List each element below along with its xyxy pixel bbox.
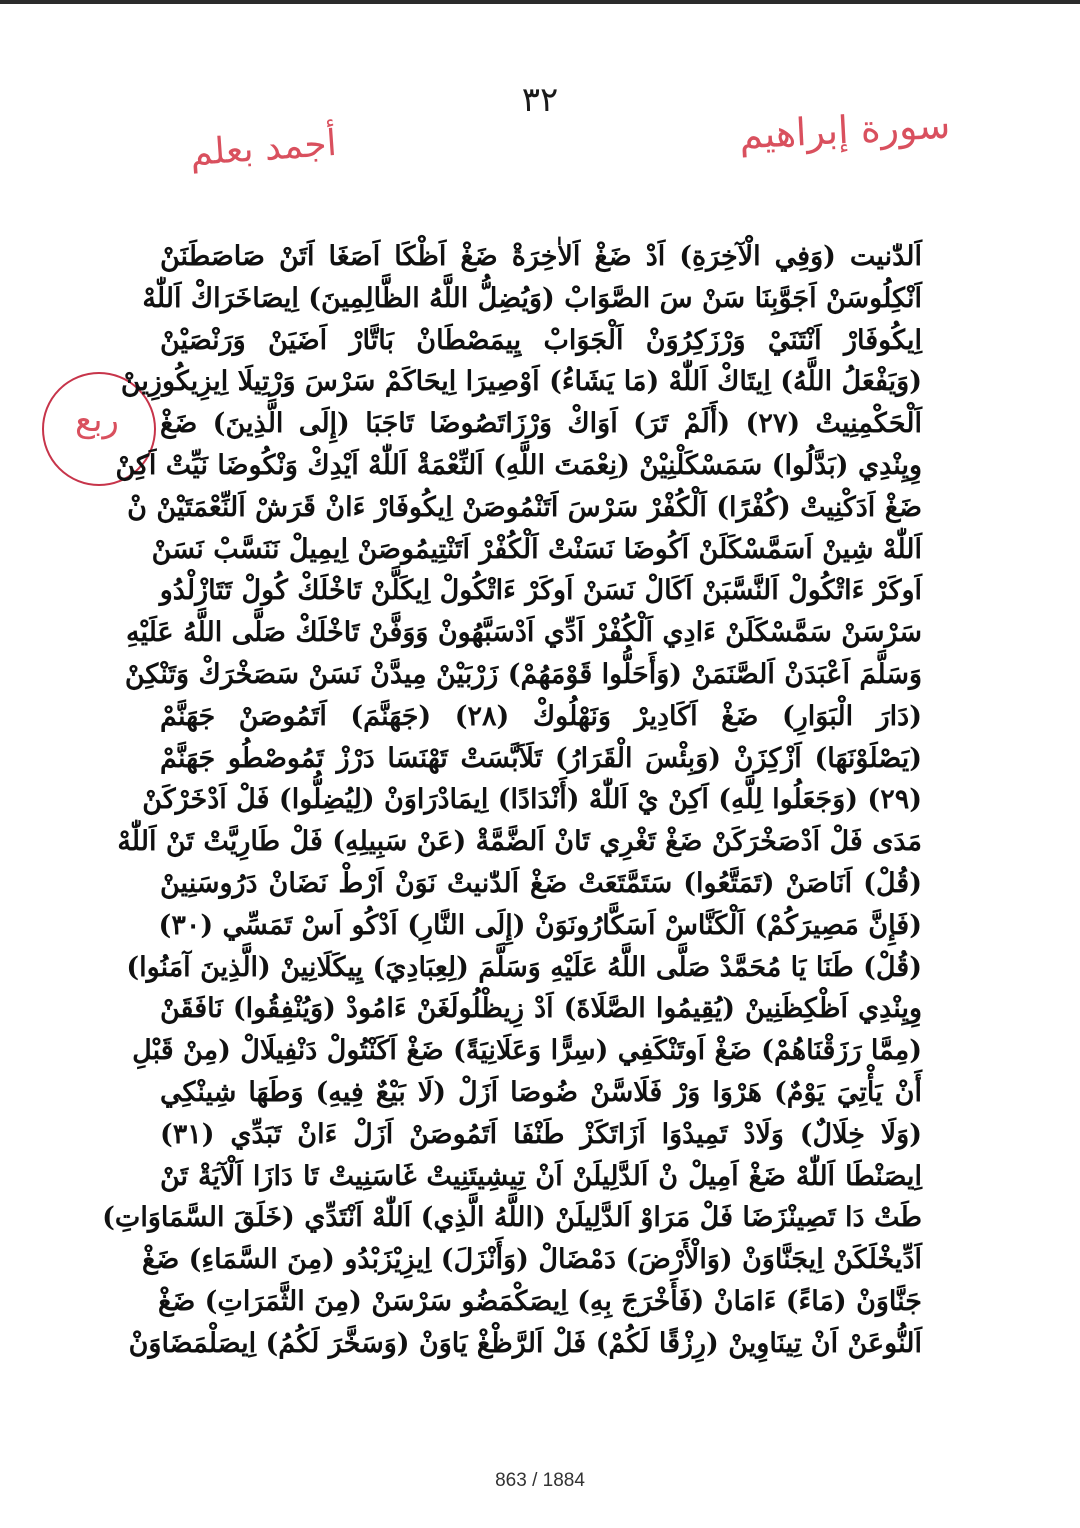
text-line: وِيِنْدِي اَظْكِظَنِينْ (يُقِيمُوا الصَّلَاةَ) اَدْ زِيظْلُولَغَنْ ءَامُودْ (وَيُنْفِقُوا) نَافَقَنْ: [160, 993, 922, 1025]
text-line: اَدِّيخْلَكَنْ اِيجَنَّاوَنْ (وَالْأَرْضَ) دَمْضَالْ (وَأَنْزَلَ) اِيزِيْزَبْدُو (مِنَ السَّمَاءِ) ضَغْ: [141, 1244, 922, 1276]
text-line: اَنْكِلُوسَنْ اَجَوَّبِنَا سَنْ سَ الصَّوَابْ (وَيُضِلُّ اللَّهُ الظَّالِمِينَ) اِيصَاخَرَاكْ اَللّٰهْ: [142, 282, 922, 314]
text-line: اَوكَرْ ءَاتْكُولْ اَلنَّسَّبَنْ اَكَالْ نَسَنْ اَوكَرْ ءَاتْكُولْ اِيكَلَّنْ تَاخْلَكْ كُولْ تَتَازْلْدُو: [159, 575, 922, 607]
text-line: (وَيَفْعَلُ اللَّهُ) اِيتَاكْ اَللّٰهْ (مَا يَشَاءُ) اَوْصِيرَا اِيحَاكَمْ سَرْسَ وَرْتِيلَا اِيزِيكُوزِينْ: [120, 366, 922, 398]
text-line: سَرْسَنْ سَمَّسْكَلَنْ ءَادِي اَلْكُفْرْ اَدِّي اَدْسَبَّهُونْ وَوَفَّنْ تَاخْلَكْ صَلَّى اللَّهُ عَلَيْهِ: [126, 617, 922, 649]
text-line: (٢٩) (وَجَعَلُوا لِلَّهِ) اَكِنْ يْ اَللّٰهْ (أَنْدَادًا) اِيمَادْرَاوَنْ (لِيُضِلُّوا) فَلْ اَدْخَرْكَنْ: [142, 784, 922, 816]
text-line: أَنْ يَأْتِيَ يَوْمٌ) هَرْوَا وَرْ فَلَاسَّنْ ضُوصَا اَزَلْ (لَا بَيْعٌ فِيهِ) وَطَهَا شِينْكِي: [160, 1076, 922, 1108]
text-line: جَنَّاوَنْ (مَاءً) ءَامَانْ (فَأَخْرَجَ بِهِ) اِيصَكْمَضُو سَرْسَنْ (مِنَ الثَّمَرَاتِ) ضَغْ: [157, 1285, 922, 1317]
teacher-handwritten-note: أجمد بعلم: [188, 122, 338, 175]
surah-handwritten-note: سورة إبراهيم: [737, 102, 952, 158]
text-line: وِيِنْدِي (بَدَّلُوا) سَمَسْكَلْنِيْنْ (نِعْمَتَ اللَّهِ) اَلنِّعْمَةْ اَللّٰهْ اَيْدِكْ وَنْكُوضَا نَيِّتْ اَكِنْ: [115, 449, 922, 481]
text-line: اَلدّٰنيت (وَفِي الْآخِرَةِ) اَدْ ضَغْ اَلاٰخِرَةْ ضَغْ اَظْكَا اَصَغَا اَتَنْ صَاصَطَنَنْ: [160, 241, 922, 272]
text-line: ضَغْ اَدَكْنِيتْ (كُفْرًا) اَلْكُفْرْ سَرْسَ اَتَنْمُوصَنْ اِيكُوفَارْ ءَانْ قَرَشْ اَلنِّعْمَتَيْنْ نْ: [127, 491, 922, 523]
text-line: اِيصَنْطَا اَللّٰهْ ضَغْ اَمِيلْ نْ اَلدَّلِيلَنْ اَنْ تِيشِيتَنِيتْ غَاسَنِيتْ تَا دَازَا اَلْآيَةْ تَنْ: [160, 1160, 922, 1192]
text-line: (فَإِنَّ مَصِيرَكُمْ) اَلْكَنَّاسْ اَسَكَّارُونَوَنْ (إِلَى النَّارِ) اَدْكُو اَسْ تَمَسِّي (٣٠): [158, 909, 922, 941]
text-line: (قُلْ) طَنَا يَا مُحَمَّدْ صَلَّى اللَّهُ عَلَيْهِ وَسَلَّمَ (لِعِبَادِيَ) يِيكَلَانِينْ (الَّذِينَ آمَنُوا): [126, 951, 922, 983]
top-border: [0, 0, 1080, 4]
text-line: (دَارَ الْبَوَارِ) ضَغْ اَكَادِيرْ وَنَهْلُوكْ (٢٨) (جَهَنَّمَ) اَتَمُوصَنْ جَهَنَّمْ: [160, 700, 922, 732]
footer-pagination: 863 / 1884: [495, 1470, 585, 1491]
text-line: اِيكُوفَارْ اَنْتَنَيْ وَرْزَكِرُوَنْ اَلْجَوَابْ يِيمَصْطَانْ بَاتَّارْ اَضَيَنْ وَرَنْصَيْنْ: [160, 324, 922, 356]
text-line: اَللّٰهْ شِينْ اَسَمَّسْكَلَنْ اَكُوضَا نَسَنْتْ اَلْكُفْرْ اَتَنْتِيمُوصَنْ اِيمِيلْ نَنَسَّبْ نَسَنْ: [151, 533, 922, 565]
text-line: اَلنُّوعَنْ اَنْ تِينَاوِينْ (رِزْقًا لَكُمْ) فَلْ اَلرَّظْغْ يَاوَنْ (وَسَخَّرَ لَكُمُ) اِيصَلْمَضَاوَنْ: [128, 1327, 922, 1359]
rub-marker-label: ربع: [75, 400, 119, 440]
text-line: اَلْحَكْمِنِيتْ (٢٧) (أَلَمْ تَرَ) اَوَاكْ وَرْزَاتَصُوضَا تَاجَبَا (إِلَى الَّذِينَ) ضَغْ: [160, 408, 922, 440]
text-line: طَتْ دَا تَصِينْزَضَا فَلْ مَرَاوْ اَلدَّلِيلَنْ (اللَّهُ الَّذِي) اَللّٰهْ اَنْتَدِّي (خَلَقَ السَّمَاوَاتِ): [102, 1202, 922, 1234]
text-line: (وَلَا خِلَالٌ) وَلَادْ تَمِيدْوَا اَزَاتَكَزْ طَنْفَا اَتَمُوصَنْ اَزَلْ ءَانْ تَبَدِّي (٣١): [160, 1118, 922, 1150]
text-line: وَسَلَّمَ اَعْبَدَنْ اَلصَّنَمَنْ (وَأَحَلُّوا قَوْمَهُمْ) زَرْبَيْنْ مِيدَّنْ نَسَنْ سَصَخْرَكْ وَتَنْكِنْ: [124, 658, 922, 690]
page-body-text: [102, 236, 922, 1406]
text-line: (يَصْلَوْنَهَا) اَزْكِزَنْ (وَبِئْسَ الْقَرَارُ) تَلَاَبَّسَتْ تَهْنَسَا دَرْزْ تَمُوصْطُو جَهَنَّمْ: [160, 742, 922, 774]
text-line: (قُلْ) اَنَاصَنْ (تَمَتَّعُوا) سَتَمَّتَعَتْ ضَغْ اَلدّٰنيتْ نَوَنْ اَرْطْ نَضَانْ دَرُوسَنِينْ: [160, 867, 922, 899]
text-line: مَدَى فَلْ اَدْصَخْرَكَنْ ضَغْ تَغْرِي تَانْ اَلضَّمَّةْ (عَنْ سَبِيلِهِ) فَلْ طَارِيَّتْ تَنْ اَللّٰهْ: [117, 826, 922, 858]
page-number: ٣٢: [521, 80, 559, 120]
text-line: (مِمَّا رَزَقْنَاهُمْ) ضَغْ اَوتَنْكَفِي (سِرًّا وَعَلَانِيَةً) ضَغْ اَكَنْتُولْ دَنْفِيلَالْ (مِنْ قَبْلِ: [132, 1035, 922, 1067]
